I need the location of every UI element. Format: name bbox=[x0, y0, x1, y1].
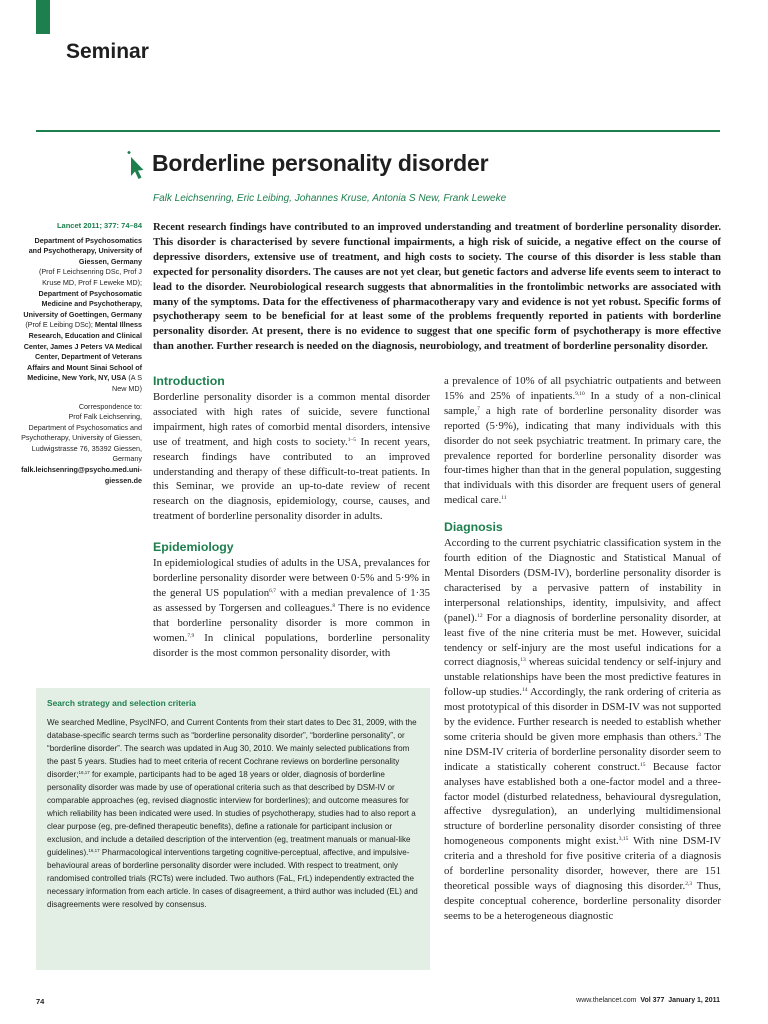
affiliations: Department of Psychosomatics and Psychotherapy, University of Giessen, Germany (Prof F Leichsenring DSc, Prof J Kruse MD, Prof F Leweke MD); Department of Psychosomatic Medicine and Psychotherapy, University of Goettingen, Germany (Prof E Leibing DSc); Mental Illness Research, Education and Clinical Center, James J Peters VA Medical Center, Department of Veterans Affairs and Mount Sinai School of Medicine, New York, NY, USA (A S New MD) bbox=[23, 235, 142, 393]
correspondence: Correspondence to: Prof Falk Leichsenring, Department of Psychosomatics and Psychotherapy, University of Giessen, Ludwigstrasse 76, 35392 Giessen, Germany falk.leichsenring@psycho.med.uni-giessen.de bbox=[21, 401, 142, 485]
journal-date: January 1, 2011 bbox=[668, 997, 720, 1004]
sidebar-notes bbox=[20, 221, 142, 493]
journal-url: www.thelancet.com bbox=[576, 997, 637, 1004]
panel-body: We searched Medline, PsycINFO, and Current Contents from their start dates to Dec 31, 2009, with the database-specific search terms such as “borderline personality disorder”, “borderline personality”, or “borderline disorder”. The search was updated in Aug 30, 2010. We mainly selected publications from the past 5 years. Studies had to meet criteria of recent Cochrane reviews on borderline personality disorder;$^{16,17}$ for example, participants had to be aged 18 years or older, diagnosis of borderline personality disorder was made by use of operational criteria such as that described by DSM-IV or comparable approaches (eg, revised diagnostic interview for borderlines); and outcome measures for which reliability has been indicated were used. In studies of psychotherapy, studies had to also report a clear purpose (eg, pre-defined therapeutic benefits), define a rationale for participant inclusion or exclusion, and include a detailed description of the intervention (eg, treatment manuals or manual-like guidelines).$^{16,17}$ Pharmacological interventions targeting cognitive-perceptual, affective, and impulsive-behavioural areas of borderline personality disorder were included. With respect to treatment, only randomised controlled trials (RCTs) were included. Two authors (FaL, FrL) independently extracted the necessary information from each article. In cases of disagreement, a third author was included (EL) and disagreements were resolved by consensus. bbox=[47, 718, 418, 909]
article-title: Borderline personality disorder bbox=[152, 150, 489, 176]
header-rule bbox=[36, 130, 720, 132]
introduction-body: Borderline personality disorder is a common mental disorder associated with high rates of suicide, severe functional impairment, high rates of comorbid mental disorders, intensive use of treatment, and high costs to society.$^{1-5}$ In recent years, research findings have contributed to an improved understanding and therapy of these difficult-to-treat patients. In this Seminar, we provide an up-to-date review of recent research on the diagnosis, epidemiology, course, causes, and treatment of borderline personality disorder in adults. bbox=[153, 391, 430, 523]
panel-title: Search strategy and selection criteria bbox=[47, 698, 196, 708]
diagnosis-body: According to the current psychiatric classification system in the fourth edition of the Diagnostic and Statistical Manual of Mental Disorders (DSM-IV), borderline personality disorder is characterised by a pervasive pattern of instability in interpersonal relationships, identity, impulsivity, and affect (panel).$^{12}$ For a diagnosis of borderline personality disorder, at least five of the nine criteria must be met. However, suicidal tendency or self-injury are the most useful indications for a correct diagnosis,$^{13}$ whereas suicidal tendency or self-injury and unstable relationships have been the most predictive features in follow-up studies.$^{14}$ Accordingly, the rank ordering of criteria as most prototypical of this disorder in DSM-IV was not supported by the evidence. Further research is needed to establish whether some criteria should be given more emphasis than others.$^3$ The nine DSM-IV criteria of borderline personality disorder seem to indicate a statistically coherent construct.$^{15}$ Because factor analyses have established both a one-factor model and a three-factor model (disturbed relatedness, behavioural dysregulation, affective dysregulation), an underlying multidimensional structure of borderline personality disorder consisting of three homogeneous components might exist.$^{3,15}$ With nine DSM-IV criteria and a threshold for five positive criteria of a diagnosis of borderline personality disorder, however, there are 151 theoretical possible ways of diagnosing this disorder.$^{2,3}$ Thus, despite conceptual coherence, borderline personality disorder seems to be a heterogeneous diagnostic bbox=[444, 537, 721, 922]
cursor-arrow-icon bbox=[122, 150, 144, 180]
heading-diagnosis: Diagnosis bbox=[444, 520, 503, 535]
journal-footer bbox=[576, 997, 720, 1004]
left-column bbox=[153, 373, 430, 661]
journal-volume: Vol 377 bbox=[640, 997, 665, 1004]
epidemiology-body: In epidemiological studies of adults in the USA, prevalances for borderline personality disorder were between 0·5% and 5·9% in the general US population$^{6,7}$ with a median prevalence of 1·35 as assessed by Torgersen and colleagues.$^8$ There is no evidence that borderline personality disorder is more common in women.$^{7,9}$ In clinical populations, borderline personality disorder is the most common personality disorder, with bbox=[153, 557, 430, 659]
section-color-tab bbox=[36, 0, 50, 34]
heading-epidemiology: Epidemiology bbox=[153, 540, 234, 555]
right-column bbox=[444, 374, 721, 924]
citation: Lancet 2011; 377: 74–84 bbox=[56, 221, 142, 230]
article-authors: Falk Leichsenring, Eric Leibing, Johannes Kruse, Antonia S New, Frank Leweke bbox=[153, 193, 507, 204]
epidemiology-continued: a prevalence of 10% of all psychiatric outpatients and between 15% and 25% of inpatients.$^{9,10}$ In a study of a non-clinical sample,$^7$ a high rate of borderline personality disorder was reported (5·9%), indicating that many individuals with this disorder do not seek psychiatric treatment. In primary care, the prevalence reported for borderline personality disorder was four-times higher than that in the general population, suggesting that individuals with this disorder are frequent users of general medical care.$^{11}$ bbox=[444, 375, 721, 507]
search-strategy-panel bbox=[36, 688, 430, 970]
section-label: Seminar bbox=[66, 40, 149, 63]
heading-introduction: Introduction bbox=[153, 374, 225, 388]
page-number: 74 bbox=[36, 997, 45, 1006]
abstract: Recent research findings have contributed to an improved understanding and treatment of borderline personality disorder. This disorder is characterised by severe functional impairments, a high risk of suicide, a negative effect on the course of depressive disorders, extensive use of treatment, and high costs to society. The course of this disorder is less stable than expected for personality disorders. The causes are not yet clear, but genetic factors and adverse life events seem to interact to lead to the disorder. Neurobiological research suggests that abnormalities in the frontolimbic networks are associated with many of the symptoms. Data for the effectiveness of pharmacotherapy vary and evidence is not yet robust. Specific forms of psychotherapy seem to be beneficial for at least some of the problems frequently reported in patients with borderline personality disorder. At present, there is no evidence to suggest that one specific form of psychotherapy is more effective than another. Further research is needed on the diagnosis, neurobiology, and treatment of borderline personality disorder. bbox=[153, 221, 721, 353]
